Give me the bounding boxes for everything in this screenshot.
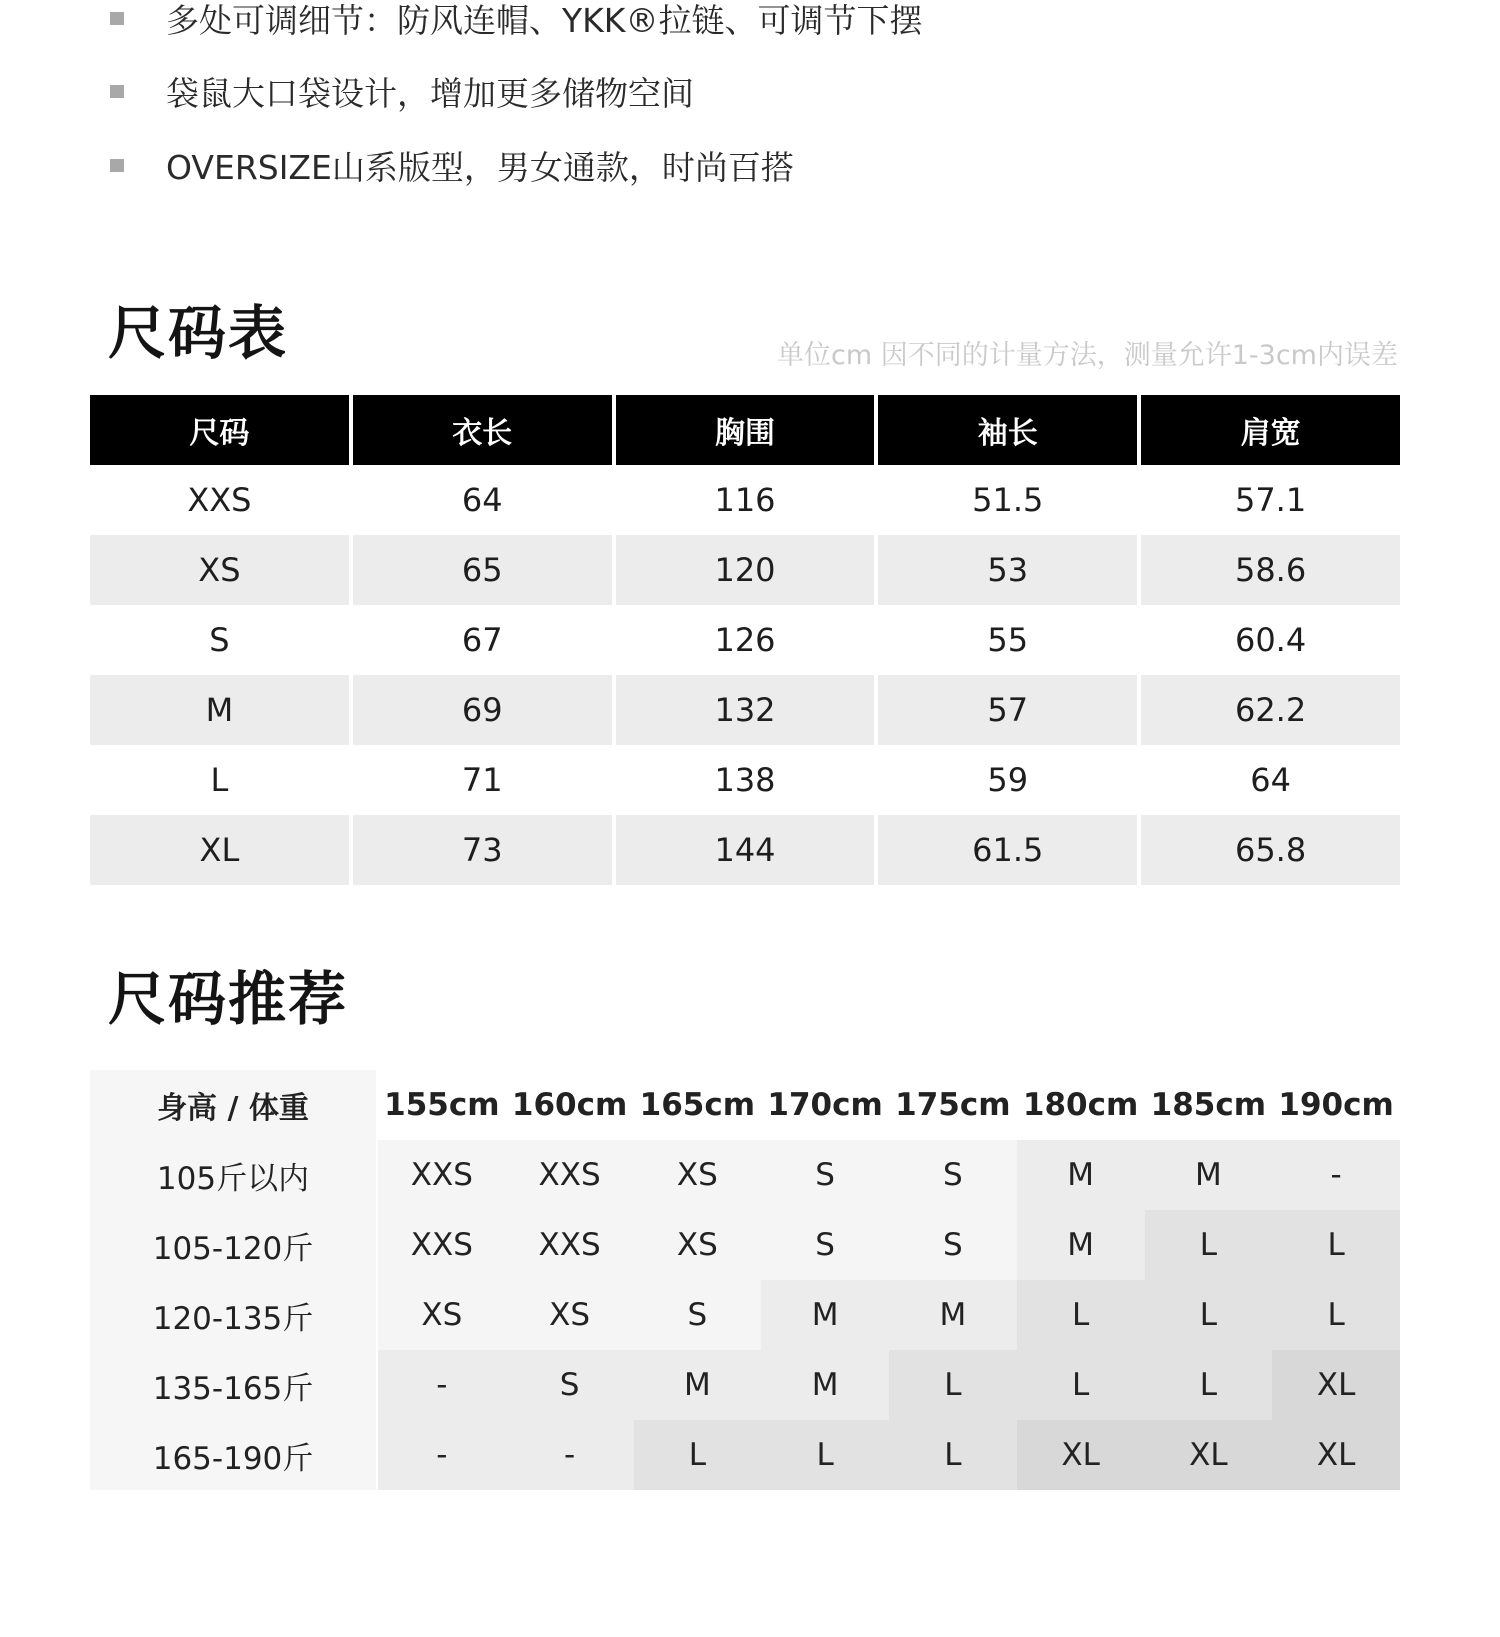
table-row xyxy=(90,1210,1400,1280)
table-row xyxy=(90,1140,1400,1210)
height-header: 190cm xyxy=(1272,1070,1400,1140)
table-cell: 64 xyxy=(1141,745,1400,815)
unit-note: 单位cm 因不同的计量方法，测量允许1-3cm内误差 xyxy=(777,340,1398,371)
weight-label: 105斤以内 xyxy=(90,1140,376,1210)
table-row xyxy=(90,675,1400,745)
size-cell: S xyxy=(889,1140,1017,1210)
size-cell: L xyxy=(1017,1280,1145,1350)
table-cell: 53 xyxy=(878,535,1137,605)
table-cell: 126 xyxy=(616,605,875,675)
table-row xyxy=(90,465,1400,535)
size-cell: - xyxy=(506,1420,634,1490)
size-recommend-table xyxy=(90,1070,1400,1490)
size-cell: - xyxy=(1272,1140,1400,1210)
table-cell: XS xyxy=(90,535,349,605)
table-cell: 60.4 xyxy=(1141,605,1400,675)
size-chart-table xyxy=(90,395,1400,885)
table-cell: 57.1 xyxy=(1141,465,1400,535)
weight-label: 105-120斤 xyxy=(90,1210,376,1280)
table-cell: 65 xyxy=(353,535,612,605)
size-cell: XL xyxy=(1272,1420,1400,1490)
weight-label: 165-190斤 xyxy=(90,1420,376,1490)
size-cell: XXS xyxy=(378,1140,506,1210)
table-cell: 59 xyxy=(878,745,1137,815)
size-cell: M xyxy=(1017,1210,1145,1280)
size-cell: XS xyxy=(634,1140,762,1210)
feature-text: 多处可调细节：防风连帽、YKK®拉链、可调节下摆 xyxy=(166,0,923,40)
size-cell: L xyxy=(1272,1280,1400,1350)
weight-label: 120-135斤 xyxy=(90,1280,376,1350)
size-cell: XXS xyxy=(378,1210,506,1280)
height-header: 185cm xyxy=(1145,1070,1273,1140)
size-cell: - xyxy=(378,1420,506,1490)
column-header: 肩宽 xyxy=(1141,395,1400,465)
height-header: 170cm xyxy=(761,1070,889,1140)
table-row xyxy=(90,815,1400,885)
feature-item xyxy=(110,69,1410,113)
table-row xyxy=(90,1420,1400,1490)
table-cell: 58.6 xyxy=(1141,535,1400,605)
column-header: 尺码 xyxy=(90,395,349,465)
size-cell: M xyxy=(761,1280,889,1350)
size-cell: L xyxy=(1017,1350,1145,1420)
table-cell: 69 xyxy=(353,675,612,745)
height-header: 155cm xyxy=(378,1070,506,1140)
size-cell: S xyxy=(761,1210,889,1280)
table-cell: 71 xyxy=(353,745,612,815)
table-cell: XL xyxy=(90,815,349,885)
column-header: 衣长 xyxy=(353,395,612,465)
height-header: 165cm xyxy=(634,1070,762,1140)
table-cell: 64 xyxy=(353,465,612,535)
size-cell: S xyxy=(889,1210,1017,1280)
height-header: 175cm xyxy=(889,1070,1017,1140)
bullet-icon xyxy=(110,85,124,98)
table-cell: 120 xyxy=(616,535,875,605)
table-cell: 65.8 xyxy=(1141,815,1400,885)
size-cell: L xyxy=(634,1420,762,1490)
table-cell: 138 xyxy=(616,745,875,815)
table-cell: 57 xyxy=(878,675,1137,745)
size-cell: S xyxy=(506,1350,634,1420)
size-cell: M xyxy=(889,1280,1017,1350)
size-cell: L xyxy=(761,1420,889,1490)
size-cell: S xyxy=(634,1280,762,1350)
bullet-icon xyxy=(110,159,124,172)
size-cell: - xyxy=(378,1350,506,1420)
size-cell: L xyxy=(1272,1210,1400,1280)
size-cell: M xyxy=(761,1350,889,1420)
size-cell: L xyxy=(889,1420,1017,1490)
size-cell: XL xyxy=(1145,1420,1273,1490)
table-row xyxy=(90,1350,1400,1420)
height-header: 180cm xyxy=(1017,1070,1145,1140)
size-cell: L xyxy=(889,1350,1017,1420)
table-cell: 51.5 xyxy=(878,465,1137,535)
table-cell: 55 xyxy=(878,605,1137,675)
feature-item xyxy=(110,0,1410,40)
column-header: 袖长 xyxy=(878,395,1137,465)
feature-text: OVERSIZE山系版型，男女通款，时尚百搭 xyxy=(166,147,794,187)
size-cell: XL xyxy=(1272,1350,1400,1420)
size-cell: M xyxy=(1145,1140,1273,1210)
size-recommend-title: 尺码推荐 xyxy=(108,965,349,1033)
table-cell: 144 xyxy=(616,815,875,885)
size-chart-title: 尺码表 xyxy=(108,299,289,367)
table-cell: 132 xyxy=(616,675,875,745)
table-cell: S xyxy=(90,605,349,675)
size-cell: M xyxy=(1017,1140,1145,1210)
size-cell: XXS xyxy=(506,1210,634,1280)
size-cell: XS xyxy=(634,1210,762,1280)
table-cell: 61.5 xyxy=(878,815,1137,885)
height-header: 160cm xyxy=(506,1070,634,1140)
size-cell: M xyxy=(634,1350,762,1420)
feature-text: 袋鼠大口袋设计，增加更多储物空间 xyxy=(166,73,694,113)
size-cell: L xyxy=(1145,1350,1273,1420)
table-row xyxy=(90,745,1400,815)
size-cell: XS xyxy=(378,1280,506,1350)
recommend-header-row xyxy=(90,1070,1400,1140)
size-chart-header-row xyxy=(90,395,1400,465)
table-row xyxy=(90,1280,1400,1350)
table-cell: 116 xyxy=(616,465,875,535)
corner-label: 身高 / 体重 xyxy=(90,1070,376,1140)
size-cell: XL xyxy=(1017,1420,1145,1490)
size-cell: XXS xyxy=(506,1140,634,1210)
table-row xyxy=(90,535,1400,605)
table-cell: XXS xyxy=(90,465,349,535)
column-header: 胸围 xyxy=(616,395,875,465)
size-cell: L xyxy=(1145,1210,1273,1280)
size-cell: XS xyxy=(506,1280,634,1350)
table-cell: 73 xyxy=(353,815,612,885)
weight-label: 135-165斤 xyxy=(90,1350,376,1420)
table-row xyxy=(90,605,1400,675)
table-cell: 67 xyxy=(353,605,612,675)
size-cell: S xyxy=(761,1140,889,1210)
table-cell: 62.2 xyxy=(1141,675,1400,745)
table-cell: M xyxy=(90,675,349,745)
table-cell: L xyxy=(90,745,349,815)
bullet-icon xyxy=(110,12,124,25)
size-cell: L xyxy=(1145,1280,1273,1350)
feature-item xyxy=(110,143,1410,187)
